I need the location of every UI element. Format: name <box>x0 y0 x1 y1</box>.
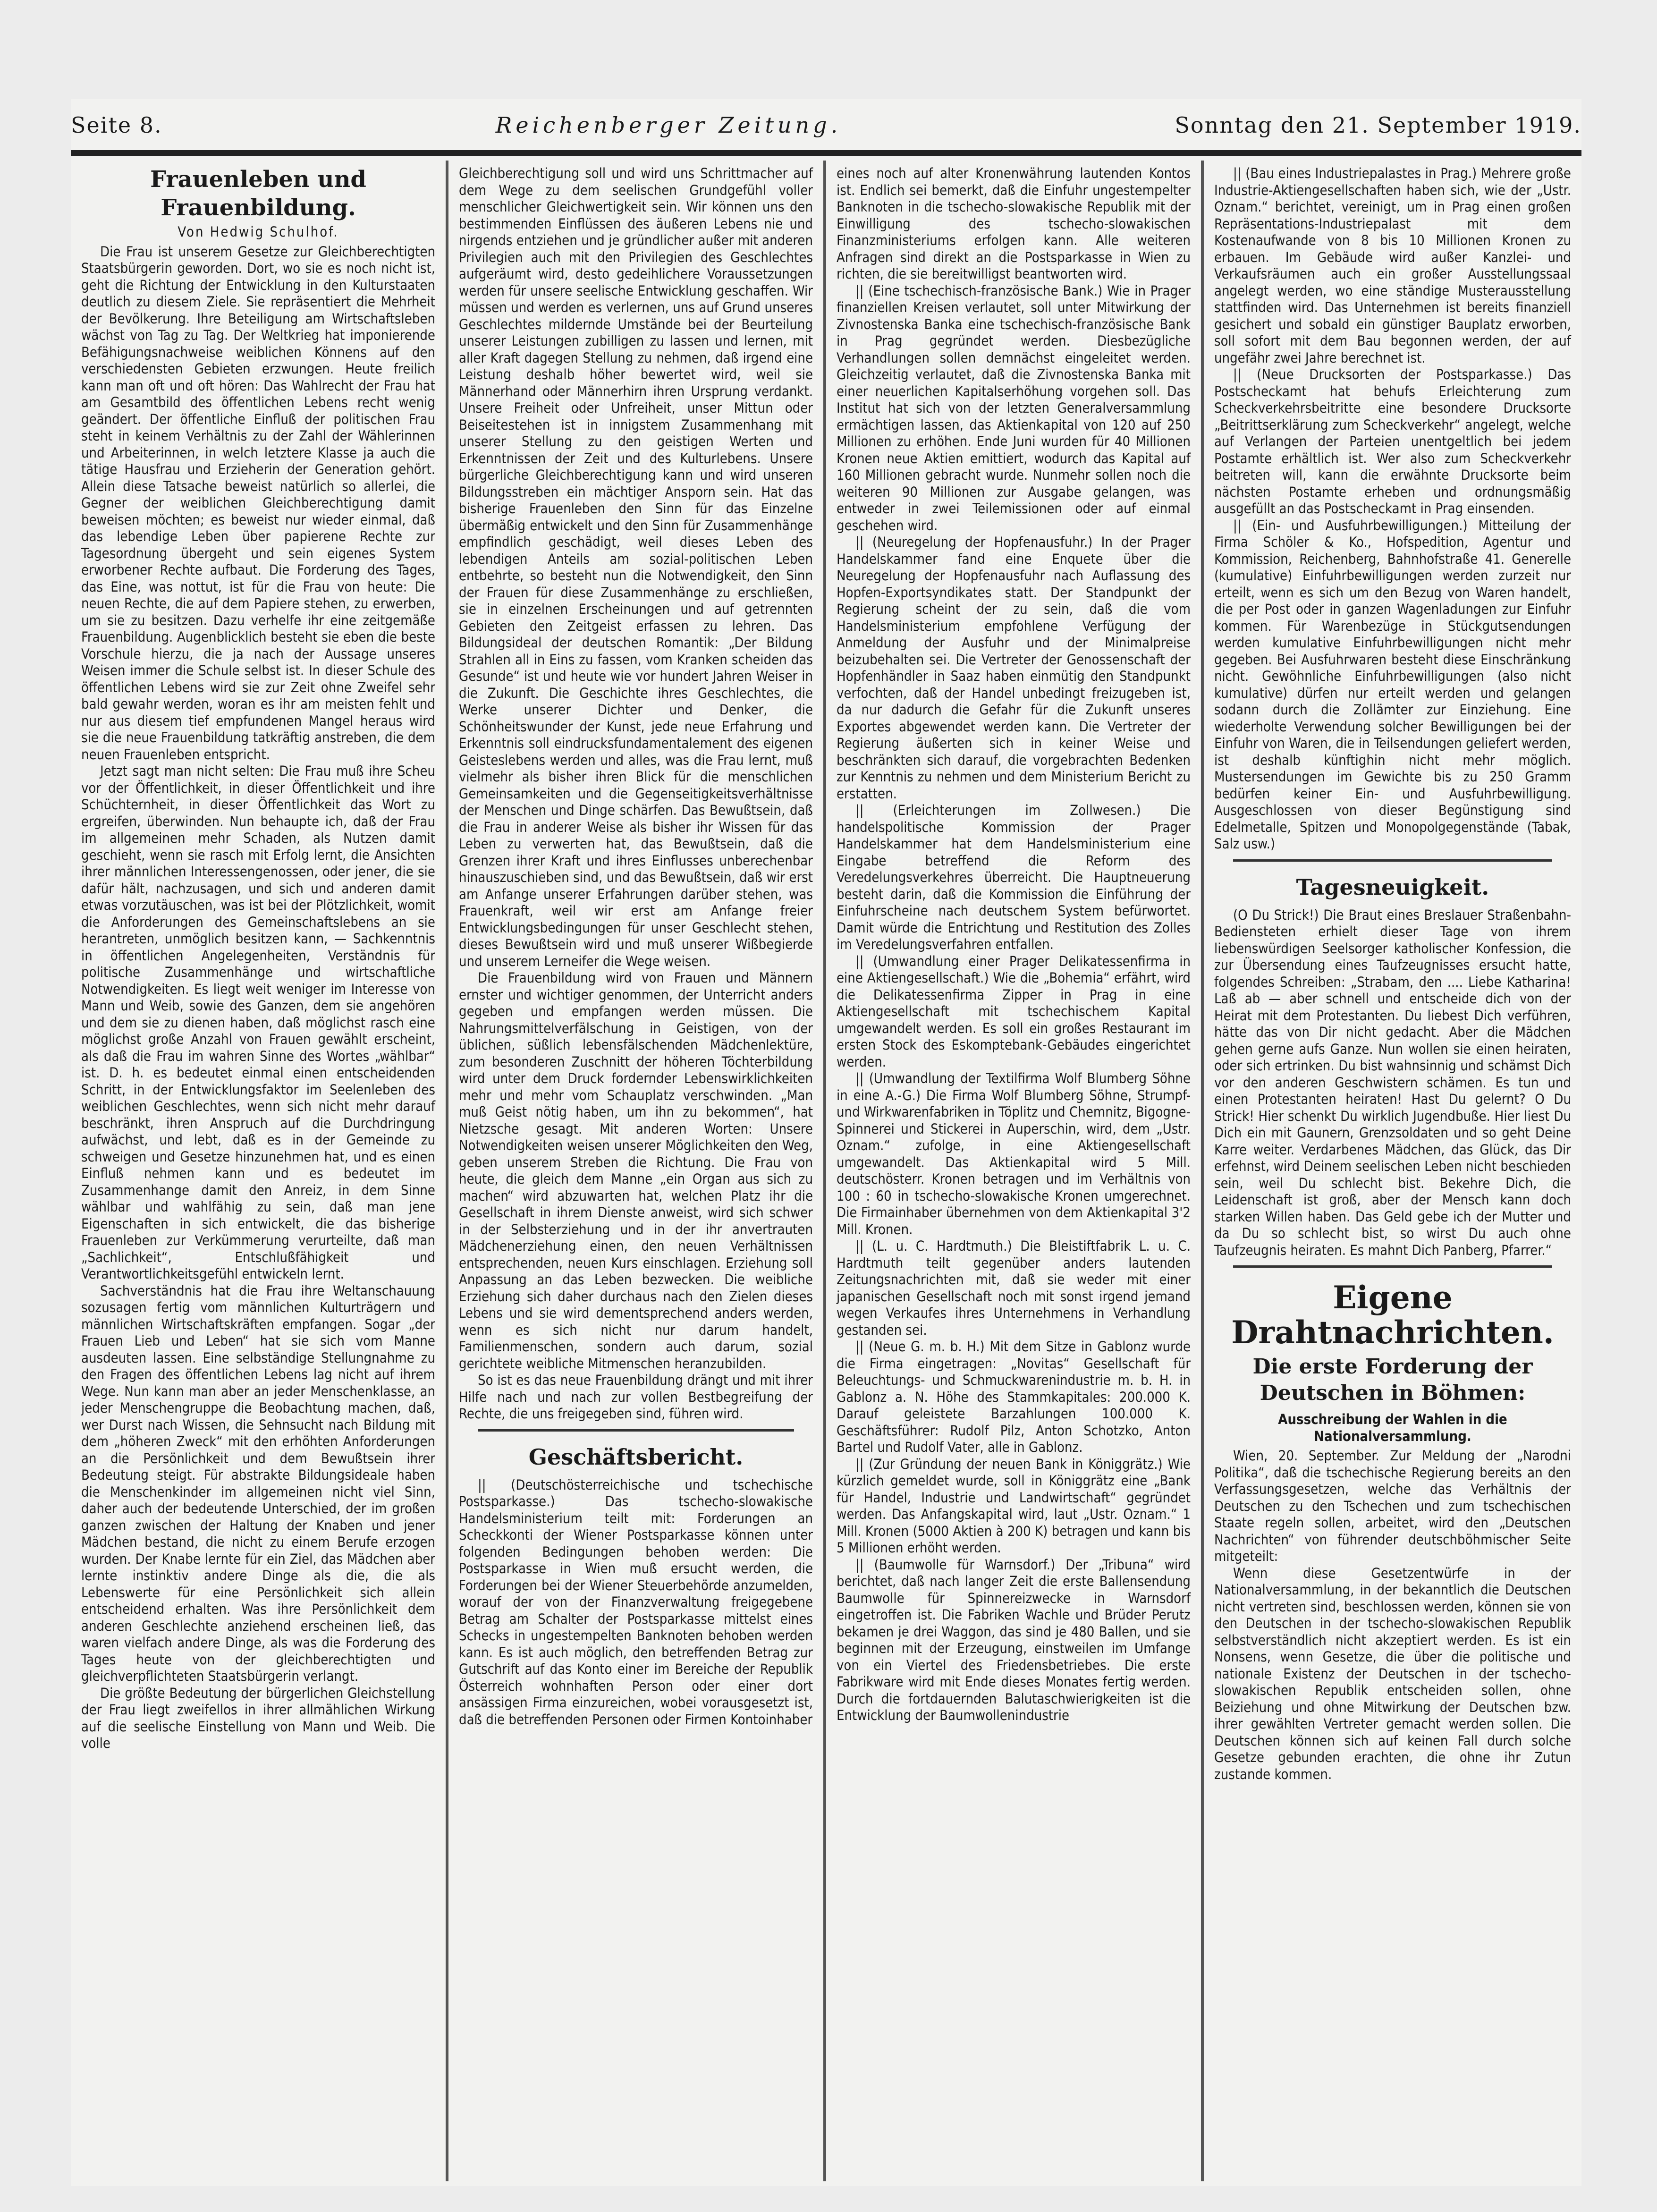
article-byline: Von Hedwig Schulhof. <box>178 224 339 240</box>
news-item: || (Neuregelung der Hopfenausfuhr.) In der Prager Handelskammer fand eine Enquete über die Neuregelung der Hopfenausfuhr nach Auflassung des Hopfen-Exportsyndikates statt. Der Standpunkt der Regierung scheint der zu sein, daß die vom Handelsministerium empfohlene Verfügung der Anmeldung der Ausfuhr und der Minimalpreise beizubehalten sei. Die Vertreter der Genossenschaft der Hopfenhändler in Saaz haben einmütig den Standpunkt verfochten, daß der Handel unbedingt freizugeben ist, da nur dadurch die Gefahr für die Zukunft unseres Exportes abgewendet werden kann. Die Vertreter der Regierung äußerten sich in keiner Weise und beschränkten sich darauf, die vorgebrachten Bedenken zur Kenntnis zu nehmen und dem Ministerium Bericht zu erstatten. <box>837 534 1191 802</box>
paragraph: Wenn diese Gesetzentwürfe in der Nationalversammlung, in der bekanntlich die Deutschen nicht vertreten sind, beschlossen werden, können sie von den Deutschen in der tschecho-slowakischen Republik selbstverständlich nicht akzeptiert werden. Es ist ein Nonsens, wenn Gesetze, die über die politische und nationale Existenz der Deutschen in der tschecho-slowakischen Republik entscheiden sollen, ohne Beiziehung und ohne Mitwirkung der Deutschen bzw. ihrer gewählten Vertreter gemacht werden sollen. Die Deutschen können sich auf keinen Fall durch solche Gesetze gebunden erachten, die ohne ihr Zutun zustande kommen. <box>1214 1565 1571 1782</box>
newspaper-name: Reichenberger Zeitung. <box>495 112 842 138</box>
news-item: || (Neue G. m. b. H.) Mit dem Sitze in Gablonz wurde die Firma eingetragen: „Novitas“ Gesellschaft für Beleuchtungs- und Schmuckwarenindustrie m. b. H. in Gablonz a. N. Höhe des Stammkapitales: 200.000 K. Darauf geleistete Barzahlungen 100.000 K. Geschäftsführer: Rudolf Pilz, Anton Schotzko, Anton Bartel und Rudolf Vater, alle in Gablonz. <box>837 1339 1191 1455</box>
news-item: || (Deutschösterreichische und tschechische Postsparkasse.) Das tschecho-slowakische Handelsministerium teilt mit: Forderungen an Scheckkonti der Wiener Postsparkasse können unter folgenden Bedingungen behoben werden: Die Postsparkasse in Wien muß ersucht werden, die Forderungen bei der Wiener Steuerbehörde anzumelden, worauf der von der Finanzverwaltung freigegebene Betrag am Schalter der Postsparkasse mittelst eines Schecks in ungestempelten Banknoten behoben werden kann. Es ist auch möglich, den betreffenden Betrag zur Gutschrift auf das Konto einer im Bereiche der Republik Österreich wohnhaften Person oder einer dort ansässigen Firma einzureichen, wobei vorausgesetzt ist, daß die betreffenden Personen oder Firmen Kontoinhaber <box>459 1476 813 1728</box>
paragraph: Die Frauenbildung wird von Frauen und Männern ernster und wichtiger genommen, der Unterricht anders gegeben und empfangen werden müssen. Die Nahrungsmittelverfälschung in Geistigen, von der üblichen, süßlich lebensfälschenden Mädchenlektüre, zum besonderen Zuschnitt der höheren Töchterbildung wird unter dem Druck fordernder Lebenswirklichkeiten mehr und mehr vom Schauplatz verschwinden. „Man muß Geist nötig haben, um ihn zu bekommen“, hat Nietzsche gesagt. Mit anderen Worten: Unsere Notwendigkeiten weisen unserer Möglichkeiten den Weg, geben unserem Streben die Richtung. Die Frau von heute, die gleich dem Manne „ein Organ aus sich zu machen“ wird abzuwarten hat, welchen Platz ihr die Gesellschaft in ihrem Dienste anweist, wird sich schwer in der Selbsterziehung und in der ihr anvertrauten Mädchenerziehung einen, den neuen Verhältnissen entsprechenden, neuen Kurs einschlagen. Erziehung soll Anpassung an das Leben bezwecken. Die weibliche Erziehung sich daher durchaus nach den Zielen dieses Lebens und sie wird dementsprechend anders werden, wenn es sich nicht nur darum handelt, Familienmenschen, sondern auch darum, sozial gerichtete weibliche Mitmenschen heranzubilden. <box>459 970 813 1372</box>
section-heading-business: Geschäftsbericht. <box>528 1444 744 1470</box>
paragraph: Sachverständnis hat die Frau ihre Weltanschauung sozusagen fertig vom männlichen Kulturträgern und männlichen Wirtschaftskräften empfangen. Sogar „der Frauen Lieb und Leben“ hat sie sich vom Manne ausdeuten lassen. Eine selbständige Stellungnahme zu den Fragen des öffentlichen Lebens lag nicht auf ihrem Wege. Nun kann man aber an jeder Menschenklasse, an jeder Menschengruppe die Beobachtung machen, daß, wer Durst nach Wissen, die Sehnsucht nach Bildung mit dem „höheren Zweck“ mit den erhöhten Anforderungen an die Persönlichkeit und dem Bewußtsein ihrer Bedeutung steigt. Für abstrakte Bildungsideale haben die Menschenkinder im allgemeinen nicht viel Sinn, daher auch der bedeutende Unterschied, der im großen ganzen zwischen der Haltung der Knaben und jener Mädchen bestand, die nicht zu einem Berufe erzogen wurden. Der Knabe lernte für ein Ziel, das Mädchen aber lernte instinktiv andere Dinge als die, die als Lebenswerte für eine Persönlichkeit sich allein entscheidend erhalten. Was ihre Persönlichkeit dem anderen Geschlechte anziehend erscheinen ließ, das waren vielfach andere Dinge, als was die Forderung des Tages heute von der gleichberechtigten und gleichverpflichteten Staatsbürgerin verlangt. <box>81 1282 435 1684</box>
issue-date: Sonntag den 21. September 1919. <box>1175 112 1581 138</box>
paragraph: Wien, 20. September. Zur Meldung der „Narodni Politika“, daß die tschechische Regierung bereits an den Verfassungsgesetzen, welche das Verhältnis der Deutschen zu den Tschechen und zum tschechischen Staate regeln sollen, arbeitet, wird den „Deutschen Nachrichten“ von führender deutschböhmischer Seite mitgeteilt: <box>1214 1448 1571 1564</box>
header-rule <box>71 150 1581 156</box>
news-item: || (Bau eines Industriepalastes in Prag.) Mehrere große Industrie-Aktiengesellschaften haben sich, wie der „Ustr. Oznam.“ berichtet, vereinigt, um in Prag einen großen Repräsentations-Industriepalast mit dem Kostenaufwande von 8 bis 10 Millionen Kronen zu erbauen. Im Gebäude wird außer Kanzlei- und Verkaufsräumen auch ein großer Ausstellungssaal angelegt werden, wo eine ständige Musterausstellung stattfinden wird. Das Unternehmen ist bereits finanziell gesichert und sobald ein günstiger Bauplatz erworben, soll sofort mit dem Bau begonnen werden, der auf ungefähr zwei Jahre berechnet ist. <box>1214 165 1571 366</box>
paragraph: So ist es das neue Frauenbildung drängt und mit ihrer Hilfe nach und nach zur vollen Bestbegreifung der Rechte, die uns freigegeben sind, führen wird. <box>459 1372 813 1422</box>
wire-headline: Die erste Forderung der Deutschen in Böhmen: <box>1252 1355 1533 1405</box>
paragraph: Jetzt sagt man nicht selten: Die Frau muß ihre Scheu vor der Öffentlichkeit, in dieser Öffentlichkeit und ihre Schüchternheit, in dieser Öffentlichkeit das Wort zu ergreifen, überwinden. Nun behaupte ich, daß der Frau im allgemeinen mehr Schaden, als Nutzen damit geschieht, wenn sie rasch mit Erfolg lernt, die Ansichten ihrer männlichen Interessengenossen, oder jener, die sie dafür hält, nachzusagen, und sich und anderen damit etwas vorzutäuschen, was ist bei der Plötzlichkeit, womit die Anforderungen des Gemeinschaftslebens an sie herantreten, unmöglich besitzen kann, — Sachkenntnis in öffentlichen Angelegenheiten, Verständnis für politische Zusammenhänge und wirtschaftliche Notwendigkeiten. Es liegt weit weniger im Interesse von Mann und Weib, sowie des Ganzen, dem sie angehören und dem sie zu dienen haben, daß möglichst rasch eine möglichst große Anzahl von Frauen gewählt erscheint, als daß die Frau im wahren Sinne des Wortes „wählbar“ ist. D. h. es bedeutet einmal einen entscheidenden Schritt, in der Entwicklungsfaktor im Seelenleben des weiblichen Geschlechtes, wenn sich nicht mehr darauf beschränkt, ihren Anspruch auf die Durchdringung aufwächst, und lebt, daß es in der Gemeinde zu schweigen und Gesetze hinzunehmen hat, und es einen Einfluß nehmen kann und es bedeutet im Zusammenhange damit den Anreiz, in dem Sinne wählbar und wahlfähig zu sein, daß man jene Eigenschaften in sich entwickelt, die das bisherige Frauenleben zur Verkümmerung verurteilte, daß man „Sachlichkeit“, Entschlußfähigkeit und Verantwortlichkeitsgefühl entwickeln lernt. <box>81 763 435 1282</box>
column-4 <box>1204 161 1581 2181</box>
news-item: || (Baumwolle für Warnsdorf.) Der „Tribuna“ wird berichtet, daß nach langer Zeit die erste Ballensendung Baumwolle für Spinnereizwecke in Warnsdorf eingetroffen ist. Die Fabriken Wachle und Brüder Perutz bekamen je drei Waggon, das sind je 480 Ballen, und sie beginnen mit der Erzeugung, einstweilen im Umfange von ein Viertel des Friedensbetriebes. Die erste Fabrikware wird mit Ende dieses Monates fertig werden. Durch die fortdauernden Balutaschwierigkeiten ist die Entwicklung der Baumwollenindustrie <box>837 1556 1191 1723</box>
news-item: (O Du Strick!) Die Braut eines Breslauer Straßenbahn-Bediensteten erhielt dieser Tage von ihrem liebenswürdigen Seelsorger katholischer Konfession, die zur Übersendung eines Taufzeugnisses ersucht hatte, folgendes Schreiben: „Strabam, den .... Liebe Katharina! Laß ab — aber schnell und entscheide dich von der Heirat mit dem Protestanten. Du liebest Dich verführen, hätte das von Dir nicht gedacht. Aber die Mädchen gehen gerne aufs Ganze. Nun wollen sie einen heiraten, oder sich ertrinken. Du bist wahnsinnig und schämst Dich vor den anderen Geschwistern schämen. Es tun und einen Protestanten heiraten! Hast Du gelernt? O Du Strick! Hier schenkt Du wirklich Jugendbuße. Hier liest Du Dich ein mit Gaunern, Grenzsoldaten und so geht Deine Karre weiter. Verdarbenes Mädchen, das Glück, das Dir erfehnst, wird Deinem seelischen Leben nicht beschieden sein, weil Du schlecht bist. Bekehre Dich, die Leidenschaft ist groß, aber der Mensch kann doch starken Willen haben. Das Geld gebe ich der Mutter und da Du so schlecht bist, so wirst Du auch ohne Taufzeugnis heiraten. Es mahnt Dich Panberg, Pfarrer.“ <box>1214 907 1571 1258</box>
column-2 <box>448 161 826 2181</box>
wire-subheadline: Ausschreibung der Wahlen in die Nationalversammlung. <box>1278 1411 1507 1444</box>
section-heading-daily-news: Tagesneuigkeit. <box>1296 874 1489 900</box>
section-rule <box>478 1429 794 1432</box>
news-item: || (Umwandlung einer Prager Delikatessenfirma in eine Aktiengesellschaft.) Wie die „Bohemia“ erfährt, wird die Delikatessenfirma Zipper in Prag in eine Aktiengesellschaft mit tschechischem Kapital umgewandelt werden. Es soll ein großes Restaurant im ersten Stock des Eskomptebank-Gebäudes eingerichtet werden. <box>837 953 1191 1070</box>
section-rule <box>1233 859 1552 862</box>
news-item: || (Eine tschechisch-französische Bank.) Wie in Prager finanziellen Kreisen verlautet, soll unter Mitwirkung der Zivnostenska Banka eine tschechisch-französische Bank in Prag gegründet werden. Diesbezügliche Verhandlungen sollen demnächst eingeleitet werden. Gleichzeitig verlautet, daß die Zivnostenska Banka mit einer neuerlichen Kapitalserhöhung vorgehen soll. Das Institut hat sich von der letzten Generalversammlung ermächtigen lassen, das Aktienkapital von 120 auf 250 Millionen zu erhöhen. Ende Juni wurden für 40 Millionen Kronen neue Aktien emittiert, wodurch das Kapital auf 160 Millionen gebracht wurde. Nunmehr sollen noch die weiteren 90 Millionen zur Ausgabe gelangen, was entweder in zwei Teilemissionen oder auf einmal geschehen wird. <box>837 282 1191 534</box>
news-item: || (L. u. C. Hardtmuth.) Die Bleistiftfabrik L. u. C. Hardtmuth teilt gegenüber anders lautenden Zeitungsnachrichten mit, daß sie weder mit einer japanischen Gesellschaft noch mit sonst irgend jemand wegen Verkaufes ihres Unternehmens in Verhandlung gestanden sei. <box>837 1238 1191 1338</box>
news-item: || (Umwandlung der Textilfirma Wolf Blumberg Söhne in eine A.-G.) Die Firma Wolf Blumberg Söhne, Strumpf- und Wirkwarenfabriken in Töplitz und Chemnitz, Bigogne-Spinnerei und Stickerei in Auperschin, wird, dem „Ustr. Oznam.“ zufolge, in eine Aktiengesellschaft umgewandelt. Das Aktienkapital wird 5 Mill. deutschösterr. Kronen betragen und im Verhältnis von 100 : 60 in tschecho-slowakische Kronen umgerechnet. Die Firmainhaber übernehmen von dem Aktienkapital 3'2 Mill. Kronen. <box>837 1070 1191 1237</box>
news-item: || (Ein- und Ausfuhrbewilligungen.) Mitteilung der Firma Schöler & Ko., Hofspedition, Agentur und Kommission, Reichenberg, Bahnhofstraße 41. Generelle (kumulative) Einfuhrbewilligungen werden zurzeit nur erteilt, wenn es sich um den Bezug von Waren handelt, die per Post oder in ganzen Wagenladungen zur Einfuhr kommen. Für Warenbezüge in Stückgutsendungen werden kumulative Einfuhrbewilligungen nicht mehr gegeben. Bei Ausfuhrwaren besteht diese Einschränkung nicht. Gewöhnliche Einfuhrbewilligungen (also nicht kumulative) dürfen nur erteilt werden und gelangen sodann durch die Zollämter zur Einziehung. Eine wiederholte Verwendung solcher Bewilligungen bei der Einfuhr von Waren, die in Teilsendungen geliefert werden, ist deshalb künftighin nicht mehr möglich. Mustersendungen im Gewichte bis zu 250 Gramm bedürfen keiner Ein- und Ausfuhrbewilligung. Ausgeschlossen von dieser Begünstigung sind Edelmetalle, Spitzen und Monopolgegenstände (Tabak, Salz usw.) <box>1214 517 1571 852</box>
page-header <box>71 99 1581 151</box>
paragraph: eines noch auf alter Kronenwährung lautenden Kontos ist. Endlich sei bemerkt, daß die Einfuhr ungestempelter Banknoten in die tschecho-slowakische Republik mit der Einwilligung des tschecho-slowakischen Finanzministeriums erfolgen kann. Alle weiteren Anfragen sind direkt an die Postsparkasse in Wien zu richten, die sie bereitwilligst beantworten wird. <box>837 165 1191 282</box>
news-item: || (Neue Drucksorten der Postsparkasse.) Das Postscheckamt hat behufs Erleichterung zum Scheckverkehrsbeitritte eine besondere Drucksorte „Beitrittserklärung zum Scheckverkehr“ angelegt, welche auf Verlangen der Parteien unentgeltlich bei jedem Postamte erhältlich ist. Wer also zum Scheckverkehr beitreten will, kann die erwähnte Drucksorte beim nächsten Postamte erheben und ordnungsmäßig ausgefüllt an das Postscheckamt in Prag einsenden. <box>1214 366 1571 517</box>
page-number: Seite 8. <box>71 112 162 138</box>
columns <box>71 161 1581 2181</box>
news-item: || (Erleichterungen im Zollwesen.) Die handelspolitische Kommission der Prager Handelskammer hat dem Handelsministerium eine Eingabe betreffend die Reform des Veredelungsverkehres überreicht. Die Hauptneuerung besteht darin, daß die Kommission die Einführung der Einfuhrscheine nach deutschem System befürwortet. Damit würde die Entrichtung und Restitution des Zolles im Veredelungsverfahren entfallen. <box>837 802 1191 952</box>
paragraph: Gleichberechtigung soll und wird uns Schrittmacher auf dem Wege zu dem seelischen Grundgefühl voller menschlicher Gleichwertigkeit sein. Wir können uns den bestimmenden Einflüssen des äußeren Lebens nie und nirgends entziehen und je gründlicher außer mit anderen Privilegien auch mit den Privilegien des Geschlechtes aufgeräumt wird, desto gedeihlichere Voraussetzungen werden für unsere seelische Entwicklung geschaffen. Wir müssen und werden es verlernen, uns auf Grund unseres Geschlechtes mildernde Umstände bei der Beurteilung unserer Leistungen zubilligen zu lassen und lernen, mit aller Kraft dagegen Stellung zu nehmen, daß irgend eine Leistung deshalb höher bewertet wird, weil sie Männerhand oder Männerhirn ihren Ursprung verdankt. Unsere Freiheit oder Unfreiheit, unser Mittun oder Beiseitestehen ist in innigstem Zusammenhang mit unserer Stellung zu den geistigen Werten und Erkenntnissen der Zeit und des Kulturlebens. Unsere bürgerliche Gleichberechtigung kann und wird unseren Bildungsstreben ein mächtiger Ansporn sein. Hat das bisherige Frauenleben den Sinn für das Einzelne übermäßig entwickelt und den Sinn für Zusammenhänge empfindlich geschädigt, weil dieses Leben des lebendigen Anteils am sozial-politischen Leben entbehrte, so besteht nun die Notwendigkeit, den Sinn der Frauen für diese Zusammenhänge zu erschließen, sie in einzelnen Erscheinungen und auf getrennten Gebieten den Zeitgeist erfassen zu lehren. Das Bildungsideal der deutschen Romantik: „Der Bildung Strahlen all in Eins zu fassen, vom Kranken scheiden das Gesunde“ ist und heute wie vor hundert Jahren Weiser in die Zukunft. Die Geschichte ihres Geschlechtes, die Werke unserer Dichter und Denker, die Schönheitswunder der Kunst, jede neue Erfahrung und Erkenntnis soll eindrucksfundamentalement des eigenen Geisteslebens werden und alles, was die Frau lernt, muß vielmehr als bisher ihren Blick für die menschlichen Gemeinsamkeiten und die Gegenseitigkeitsverhältnisse der Menschen und Dinge schärfen. Das Bewußtsein, daß die Frau in anderer Weise als bisher ihr Wissen für das Leben zu verwerten hat, das Bewußtsein, daß die Grenzen ihrer Kraft und ihres Einflusses unberechenbar hinauszuschieben sind, und das Bewußtsein, daß wir erst am Anfange unserer Erfahrungen darüber stehen, was Frauenkraft, weil wir erst am Anfange freier Entwicklungsbedingungen für unser Geschlecht stehen, dieses Bewußtsein wird und muß unserer Wißbegierde und unserem Lerneifer die Wege weisen. <box>459 165 813 969</box>
news-item: || (Zur Gründung der neuen Bank in Königgrätz.) Wie kürzlich gemeldet wurde, soll in Königgrätz eine „Bank für Handel, Industrie und Landwirtschaft“ gegründet werden. Das Anfangskapital wird, laut „Ustr. Oznam.“ 1 Mill. Kronen (5000 Aktien à 200 K) betragen und kann bis 5 Millionen erhöht werden. <box>837 1456 1191 1556</box>
column-3 <box>826 161 1204 2181</box>
paragraph: Die Frau ist unserem Gesetze zur Gleichberechtigten Staatsbürgerin geworden. Dort, wo sie es noch nicht ist, geht die Richtung der Entwicklung in den Kulturstaaten deutlich zu diesem Ziele. Sie repräsentiert die Mehrheit der Bevölkerung. Ihre Beteiligung am Wirtschaftsleben wächst von Tag zu Tag. Der Weltkrieg hat imponierende Befähigungsnachweise weiblichen Könnens auf den verschiedensten Gebieten erzwungen. Heute freilich kann man oft und oft hören: Das Wahlrecht der Frau hat am Gesamtbild des öffentlichen Lebens recht wenig geändert. Der öffentliche Einfluß der politischen Frau steht in keinem Verhältnis zu der Zahl der Wählerinnen und Arbeiterinnen, in welch letztere Klasse ja auch die tätige Hausfrau und Erzieherin der Generation gehört. Allein diese Tatsache beweist natürlich so allerlei, die Gegner der weiblichen Gleichberechtigung damit beweisen möchten; es beweist nur wieder einmal, daß das lebendige Leben über papierene Rechte zur Tagesordnung übergeht und sein eigenes System erworbener Rechte aufbaut. Die Forderung des Tages, das Eine, was nottut, ist für die Frau von heute: Die neuen Rechte, die auf dem Papiere stehen, zu erwerben, um sie zu besitzen. Dazu verhelfe ihr eine zeitgemäße Frauenbildung. Augenblicklich besteht sie eben die beste Vorschule hierzu, die ja nach der Aussage unseres Weisen immer die Schule selbst ist. In dieser Schule des öffentlichen Lebens wird sie zur Zeit ohne Zweifel sehr bald gewahr werden, woran es ihr am meisten fehlt und nur aus diesem tief empfundenen Mangel heraus wird sie die neue Frauenbildung tatkräftig anstreben, die dem neuen Frauenleben entspricht. <box>81 243 435 763</box>
column-1 <box>71 161 448 2181</box>
article-title: Frauenleben und Frauenbildung. <box>150 166 366 221</box>
section-rule <box>1233 1265 1552 1268</box>
section-heading-wire-news: Eigene Drahtnachrichten. <box>1231 1279 1554 1351</box>
paragraph: Die größte Bedeutung der bürgerlichen Gleichstellung der Frau liegt zweifellos in ihrer allmählichen Wirkung auf die seelische Einstellung von Mann und Weib. Die volle <box>81 1685 435 1751</box>
